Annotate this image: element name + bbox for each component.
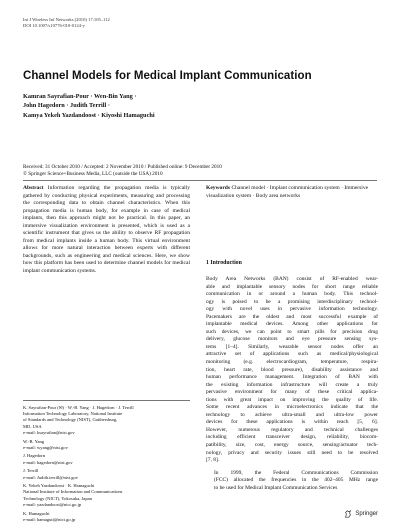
author-email[interactable]: e-mail: hagedorn@nist.gov	[23, 459, 73, 465]
copyright-line: © Springer Science+Business Media, LLC (outside the USA) 2010	[23, 170, 163, 177]
affiliation-line: MD, USA	[23, 423, 42, 429]
body-text-line: implantable medical devices. Among other applications for	[206, 321, 378, 328]
affiliation-line: W.-B. Yang	[23, 438, 45, 444]
body-text-line: ogy is poised to be a promising interdisciplinary technol-	[206, 298, 378, 305]
body-text-line: However, numerous regulatory and technical challenges	[206, 426, 378, 433]
author-list	[23, 92, 155, 120]
journal-doi: DOI 10.1007/s10776-010-0124-y	[23, 23, 85, 28]
journal-header	[23, 17, 110, 29]
affiliation-line: K. Yekeh Yazdandoost · K. Hamaguchi	[23, 483, 95, 489]
publication-dates	[23, 164, 222, 178]
abstract-text: Information regarding the propagation media is typically gathered by conducting physical experiments, measuring and processing the corresponding data to obtain channel characteristics. When this propagation media is human body, for example in case of medical implants, then this approach might not be practical. In this paper, an immersive visualization environment is presented, which is used as a scientific instrument that gives us the ability to observe RF propagation from medical implants inside a human body. This virtual environment allows for more natural interaction between experts with different backgrounds, such as engineering and medical sciences. Here, we show how this platform has been used to determine channel models for medical implant communication systems.	[23, 185, 191, 275]
publisher-name: Springer	[355, 511, 378, 517]
affiliation-block	[23, 405, 193, 436]
body-text-line: technology to achieve ultra-small and ultra-low power	[206, 411, 378, 418]
body-text-line: the existing information infrastructure will create a truly	[206, 381, 378, 388]
author-email[interactable]: e-mail: wyang@nist.gov	[23, 444, 68, 450]
footnote-divider	[23, 400, 190, 401]
body-text-line: ogy with novel uses in pervasive information technology.	[206, 306, 378, 313]
introduction-body	[206, 276, 378, 492]
body-text-line: nology, privacy and security issues still need to be resolved	[206, 449, 378, 456]
body-text-line: monitoring (e.g. electrocardiogram, temperature, respira-	[206, 359, 378, 366]
affiliation-block	[23, 468, 193, 480]
affiliation-line: K. Sayrafian-Pour (✉) · W.-B. Yang · J. Hagedorn · J. Terrill	[23, 405, 134, 410]
paper-title: Channel Models for Medical Implant Communication	[23, 70, 312, 82]
body-text-line: to be used for Medical Implant Communication Services	[214, 484, 338, 491]
affiliation-line: J. Hagedorn	[23, 453, 45, 459]
journal-citation: Int J Wireless Inf Networks (2010) 17:105–112	[23, 17, 110, 22]
body-text-line: tions with great impact on improving the quality of life.	[206, 396, 378, 403]
body-text-line: [7, 8].	[206, 457, 220, 464]
author-email[interactable]: e-mail: ksayrafian@nist.gov	[23, 429, 75, 435]
affiliation-line: Information Technology Laboratory, National Institute	[23, 411, 123, 417]
body-text-line: tems [1–4]. Similarly, wearable sensor nodes offer an	[206, 343, 378, 350]
body-text-line: communication in or around a human body. This technol-	[206, 291, 378, 298]
body-text-line: Pacemakers are the oldest and most successful example of	[206, 313, 378, 320]
divider	[23, 180, 377, 181]
intro-paragraph-2	[206, 470, 378, 493]
body-text-line: delivery, glucose monitors and eye pressure sensing sys-	[206, 336, 378, 343]
author-email[interactable]: e-mail: Judith.terrill@nist.gov	[23, 474, 79, 480]
body-text-line: able and implantable sensory nodes for short range reliable	[206, 283, 378, 290]
body-text-line: In 1999, the Federal Communications Commission	[214, 469, 378, 476]
author-line: John Hagedorn · Judith Terrill ·	[23, 102, 110, 110]
abstract	[23, 185, 190, 276]
body-text-line: attractive set of applications such as medical/physiological	[206, 351, 378, 358]
keywords-text: Channel model · Implant communication system · Immersive visualization system · Body area networks	[206, 185, 369, 199]
affiliation-block	[23, 439, 193, 451]
body-text-line: (FCC) allocated the frequencies in the 402–405 MHz range	[214, 477, 378, 484]
body-text-line: such devices, we can point to smart pills for precision drug	[206, 328, 378, 335]
affiliation-block	[23, 453, 193, 465]
body-text-line: tion, heart rate, blood pressure), disability assistance and	[206, 366, 378, 373]
affiliation-line: National Institute of Information and Communications	[23, 489, 123, 495]
affiliation-line: of Standards and Technology (NIST), Gaithersburg,	[23, 417, 118, 423]
springer-horse-icon	[344, 510, 352, 518]
keywords-label: Keywords	[206, 185, 231, 191]
body-text-line: pervasive environment for many of these critical applica-	[206, 389, 378, 396]
body-text-line: patibility, size, cost, energy source, sensing/actuator tech-	[206, 442, 378, 449]
author-line: Kamya Yekeh Yazdandoost · Kiyoshi Hamaguchi	[23, 111, 155, 119]
affiliation-block	[23, 511, 193, 523]
author-affiliations	[23, 405, 193, 525]
author-email[interactable]: e-mail: yazdandoost@nict.go.jp	[23, 501, 82, 507]
affiliation-block	[23, 483, 193, 508]
body-text-line: Body Area Networks (BAN) consist of RF-enabled wear-	[206, 276, 378, 282]
affiliation-line: J. Terrill	[23, 468, 39, 474]
body-text-line: devices for these applications is within reach [5, 6].	[206, 419, 378, 426]
publisher-logo	[344, 510, 378, 518]
author-line: Kamran Sayrafian-Pour · Wen-Bin Yang ·	[23, 93, 137, 100]
section-heading: 1 Introduction	[206, 260, 242, 266]
body-text-line: including efficient transceiver design, reliability, biocom-	[206, 434, 378, 441]
received-dates: Received: 31 October 2010 / Accepted: 2 November 2010 / Published online: 9 December 2010	[23, 164, 222, 170]
affiliation-line: K. Hamaguchi	[23, 510, 50, 516]
body-text-line: human performance management. Integration of BAN with	[206, 374, 378, 381]
author-email[interactable]: e-mail: hamaguti@nict.go.jp	[23, 516, 76, 522]
body-text-line: Some recent advances in microelectronics indicate that the	[206, 404, 378, 411]
intro-paragraph-1	[206, 276, 378, 465]
abstract-label: Abstract	[23, 185, 44, 191]
keywords	[206, 185, 378, 200]
affiliation-line: Technology (NICT), Yokosuka, Japan	[23, 495, 92, 501]
